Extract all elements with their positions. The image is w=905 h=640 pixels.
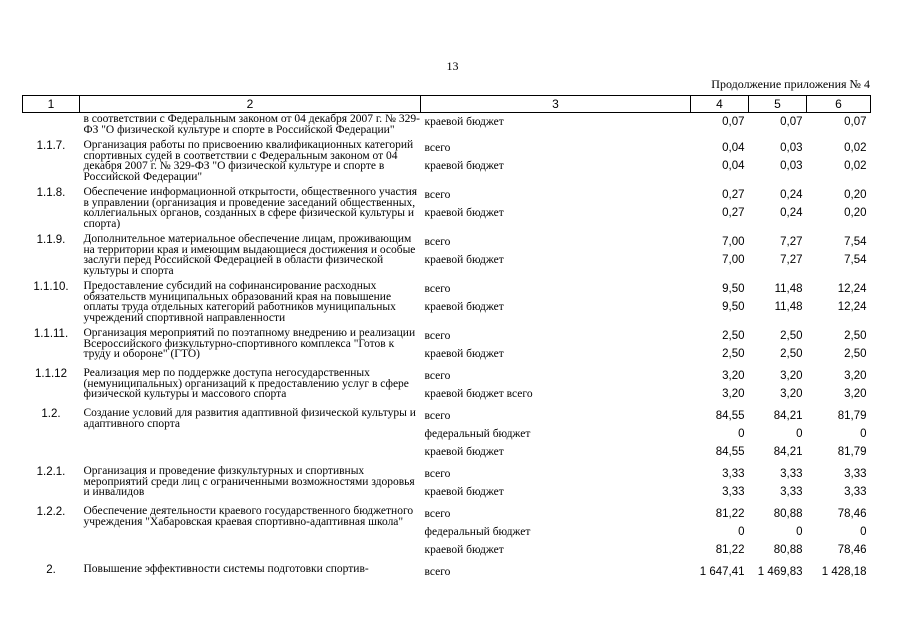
- funding-source: всего: [424, 283, 451, 295]
- value-col5-cell: [749, 327, 807, 367]
- value-col5-cell: [749, 233, 807, 280]
- funding-source: краевой бюджет: [424, 544, 504, 556]
- value-col4: 0,04: [722, 160, 745, 172]
- value-col5: 0,24: [780, 189, 803, 201]
- row-description: Организация мероприятий по поэтапному внедрению и реализации Всероссийского физкультурно-спортивного комплекса "Готов к труду и обороне" (ГТО): [83, 327, 416, 360]
- table-row: [23, 186, 871, 233]
- table-row: [23, 139, 871, 186]
- row-number: 1.2.: [41, 408, 61, 420]
- value-col4: 1 647,41: [699, 566, 745, 578]
- row-number: 1.1.7.: [36, 140, 66, 152]
- value-col4-cell: [691, 563, 749, 585]
- funding-source: всего: [424, 566, 451, 578]
- value-col5-cell: [749, 139, 807, 186]
- row-description: в соответствии с Федеральным законом от 04 декабря 2007 г. № 329-ФЗ "О физической культуре и спорте в Российской Федерации": [83, 113, 420, 136]
- value-col6: 0: [860, 428, 867, 440]
- funding-source: всего: [424, 410, 451, 422]
- value-col5: 7,27: [780, 254, 803, 266]
- row-description: Дополнительное материальное обеспечение лицам, проживающим на территории края и имеющим выдающиеся достижения и особые заслуги перед Российской Федерацией в области физической культуры и спорта: [83, 233, 416, 277]
- funding-source-cell: [421, 186, 691, 233]
- row-description: Организация и проведение физкультурных и спортивных мероприятий среди лиц с ограниченными возможностями здоровья и инвалидов: [83, 465, 415, 498]
- row-description: Предоставление субсидий на софинансирование расходных обязательств муниципальных образований края на повышение оплаты труда отдельных категорий работников муниципальных учреждений спортивной направленности: [83, 280, 396, 324]
- funding-source-cell: [421, 139, 691, 186]
- table-row: [23, 505, 871, 563]
- value-col5: 11,48: [774, 283, 803, 295]
- value-col5: 3,20: [780, 388, 803, 400]
- value-col6-cell: [807, 186, 871, 233]
- value-col6: 0,20: [844, 189, 867, 201]
- value-col5-cell: [749, 186, 807, 233]
- row-description: Создание условий для развития адаптивной физической культуры и адаптивного спорта: [83, 407, 416, 430]
- value-col6: 7,54: [844, 254, 867, 266]
- row-number: 1.1.8.: [36, 187, 66, 199]
- value-col6: 81,79: [837, 410, 867, 422]
- funding-source: всего: [424, 330, 451, 342]
- value-col5: 2,50: [780, 348, 803, 360]
- funding-source-cell: [421, 407, 691, 465]
- row-number: 1.1.10.: [33, 281, 69, 293]
- funding-source-cell: [421, 465, 691, 505]
- value-col4: 2,50: [722, 330, 745, 342]
- value-col4-cell: [691, 186, 749, 233]
- value-col5-cell: [749, 505, 807, 563]
- value-col6: 2,50: [844, 330, 867, 342]
- value-col6-cell: [807, 139, 871, 186]
- value-col4: 0,04: [722, 142, 745, 154]
- table-row: [23, 327, 871, 367]
- value-col4: 9,50: [722, 301, 745, 313]
- value-col6: 0,02: [844, 160, 867, 172]
- value-col4: 0,07: [722, 116, 745, 128]
- funding-source-cell: [421, 113, 691, 140]
- value-col4-cell: [691, 233, 749, 280]
- page-number: 13: [446, 59, 459, 73]
- value-col4-cell: [691, 465, 749, 505]
- value-col4-cell: [691, 139, 749, 186]
- value-col4: 81,22: [715, 508, 745, 520]
- table-row: [23, 367, 871, 407]
- value-col4: 3,20: [722, 388, 745, 400]
- value-col4-cell: [691, 505, 749, 563]
- value-col6: 12,24: [837, 283, 867, 295]
- appendix-note: Продолжение приложения № 4: [711, 77, 870, 91]
- column-header: 1: [23, 96, 80, 113]
- value-col6: 0,20: [844, 207, 867, 219]
- value-col6: 3,33: [844, 486, 867, 498]
- column-header: 4: [691, 96, 749, 113]
- funding-source-cell: [421, 280, 691, 327]
- value-col4: 0: [738, 526, 745, 538]
- value-col5-cell: [749, 367, 807, 407]
- value-col4-cell: [691, 367, 749, 407]
- value-col6-cell: [807, 113, 871, 140]
- funding-source: федеральный бюджет: [424, 526, 531, 538]
- value-col6: 0,07: [844, 116, 867, 128]
- value-col4: 0,27: [722, 207, 745, 219]
- value-col4: 3,20: [722, 370, 745, 382]
- value-col6: 3,20: [844, 388, 867, 400]
- value-col5-cell: [749, 465, 807, 505]
- value-col4: 3,33: [722, 486, 745, 498]
- value-col5-cell: [749, 563, 807, 585]
- value-col6-cell: [807, 280, 871, 327]
- value-col4: 2,50: [722, 348, 745, 360]
- table-row: [23, 280, 871, 327]
- value-col4: 9,50: [722, 283, 745, 295]
- row-description: Повышение эффективности системы подготовки спортив-: [83, 563, 369, 575]
- value-col6-cell: [807, 465, 871, 505]
- value-col5: 7,27: [780, 236, 803, 248]
- funding-source-cell: [421, 233, 691, 280]
- value-col6: 0,02: [844, 142, 867, 154]
- value-col5: 3,33: [780, 468, 803, 480]
- funding-source: краевой бюджет: [424, 254, 504, 266]
- funding-source: краевой бюджет: [424, 116, 504, 128]
- budget-table: [22, 95, 871, 585]
- value-col6: 78,46: [837, 508, 867, 520]
- value-col6-cell: [807, 327, 871, 367]
- value-col6-cell: [807, 407, 871, 465]
- value-col6: 2,50: [844, 348, 867, 360]
- value-col4-cell: [691, 280, 749, 327]
- row-description: Реализация мер по поддержке доступа негосударственных (немуниципальных) организаций к предоставлению услуг в сфере физической культуры и массового спорта: [83, 367, 409, 400]
- value-col4: 3,33: [722, 468, 745, 480]
- funding-source: краевой бюджет всего: [424, 388, 533, 400]
- funding-source: краевой бюджет: [424, 486, 504, 498]
- value-col4: 7,00: [722, 254, 745, 266]
- value-col4-cell: [691, 407, 749, 465]
- value-col4: 81,22: [715, 544, 745, 556]
- row-number: 1.2.2.: [36, 506, 66, 518]
- value-col4: 84,55: [715, 410, 745, 422]
- value-col5: 3,33: [780, 486, 803, 498]
- value-col5-cell: [749, 280, 807, 327]
- value-col5: 84,21: [773, 410, 803, 422]
- header-row: [23, 96, 871, 113]
- funding-source: краевой бюджет: [424, 348, 504, 360]
- funding-source: всего: [424, 370, 451, 382]
- value-col5: 3,20: [780, 370, 803, 382]
- value-col6: 1 428,18: [821, 566, 867, 578]
- value-col6: 3,20: [844, 370, 867, 382]
- value-col4: 7,00: [722, 236, 745, 248]
- value-col6: 78,46: [837, 544, 867, 556]
- value-col5: 1 469,83: [757, 566, 803, 578]
- funding-source: всего: [424, 189, 451, 201]
- value-col6: 12,24: [837, 301, 867, 313]
- row-description: Организация работы по присвоению квалификационных категорий спортивных судей в соответствии с Федеральным законом от 04 декабря 2007 г. № 329-ФЗ "О физической культуре и спорте в Российской Федерации": [83, 139, 414, 183]
- column-header: 2: [80, 96, 421, 113]
- table-row: [23, 407, 871, 465]
- value-col5-cell: [749, 407, 807, 465]
- table-row: [23, 113, 871, 140]
- funding-source-cell: [421, 505, 691, 563]
- table-row: [23, 465, 871, 505]
- value-col6: 7,54: [844, 236, 867, 248]
- funding-source-cell: [421, 367, 691, 407]
- value-col4: 0: [738, 428, 745, 440]
- value-col6-cell: [807, 233, 871, 280]
- table-row: [23, 233, 871, 280]
- value-col5: 0: [796, 526, 803, 538]
- column-header: 3: [421, 96, 691, 113]
- value-col5: 0,24: [780, 207, 803, 219]
- value-col6-cell: [807, 367, 871, 407]
- funding-source: краевой бюджет: [424, 446, 504, 458]
- row-number: 1.1.9.: [36, 234, 66, 246]
- row-description: Обеспечение информационной открытости, общественного участия в управлении (организация и проведение заседаний общественных, коллегиальных органов, созданных в сфере физической культуры и спорта): [83, 186, 418, 230]
- value-col5: 0,03: [780, 142, 803, 154]
- value-col5: 0,07: [780, 116, 803, 128]
- value-col6-cell: [807, 563, 871, 585]
- value-col5: 0: [796, 428, 803, 440]
- funding-source-cell: [421, 327, 691, 367]
- value-col4: 84,55: [715, 446, 745, 458]
- funding-source: краевой бюджет: [424, 207, 504, 219]
- value-col4-cell: [691, 113, 749, 140]
- value-col5: 2,50: [780, 330, 803, 342]
- row-number: [23, 113, 80, 140]
- row-description: Обеспечение деятельности краевого государственного бюджетного учреждения "Хабаровская краевая спортивно-адаптивная школа": [83, 505, 414, 528]
- value-col5: 0,03: [780, 160, 803, 172]
- value-col5: 80,88: [773, 544, 803, 556]
- row-number: 2.: [46, 564, 56, 576]
- value-col4: 0,27: [722, 189, 745, 201]
- funding-source: краевой бюджет: [424, 301, 504, 313]
- funding-source: всего: [424, 468, 451, 480]
- value-col5-cell: [749, 113, 807, 140]
- row-number: 1.1.11.: [33, 328, 69, 340]
- value-col6-cell: [807, 505, 871, 563]
- column-header: 6: [807, 96, 871, 113]
- value-col5: 80,88: [773, 508, 803, 520]
- value-col6: 0: [860, 526, 867, 538]
- funding-source-cell: [421, 563, 691, 585]
- funding-source: всего: [424, 142, 451, 154]
- value-col4-cell: [691, 327, 749, 367]
- value-col6: 3,33: [844, 468, 867, 480]
- column-header: 5: [749, 96, 807, 113]
- funding-source: краевой бюджет: [424, 160, 504, 172]
- row-number: 1.1.12: [35, 368, 67, 380]
- row-number: 1.2.1.: [36, 466, 66, 478]
- value-col5: 84,21: [773, 446, 803, 458]
- table-row: [23, 563, 871, 585]
- funding-source: федеральный бюджет: [424, 428, 531, 440]
- funding-source: всего: [424, 508, 451, 520]
- value-col6: 81,79: [837, 446, 867, 458]
- funding-source: всего: [424, 236, 451, 248]
- value-col5: 11,48: [774, 301, 803, 313]
